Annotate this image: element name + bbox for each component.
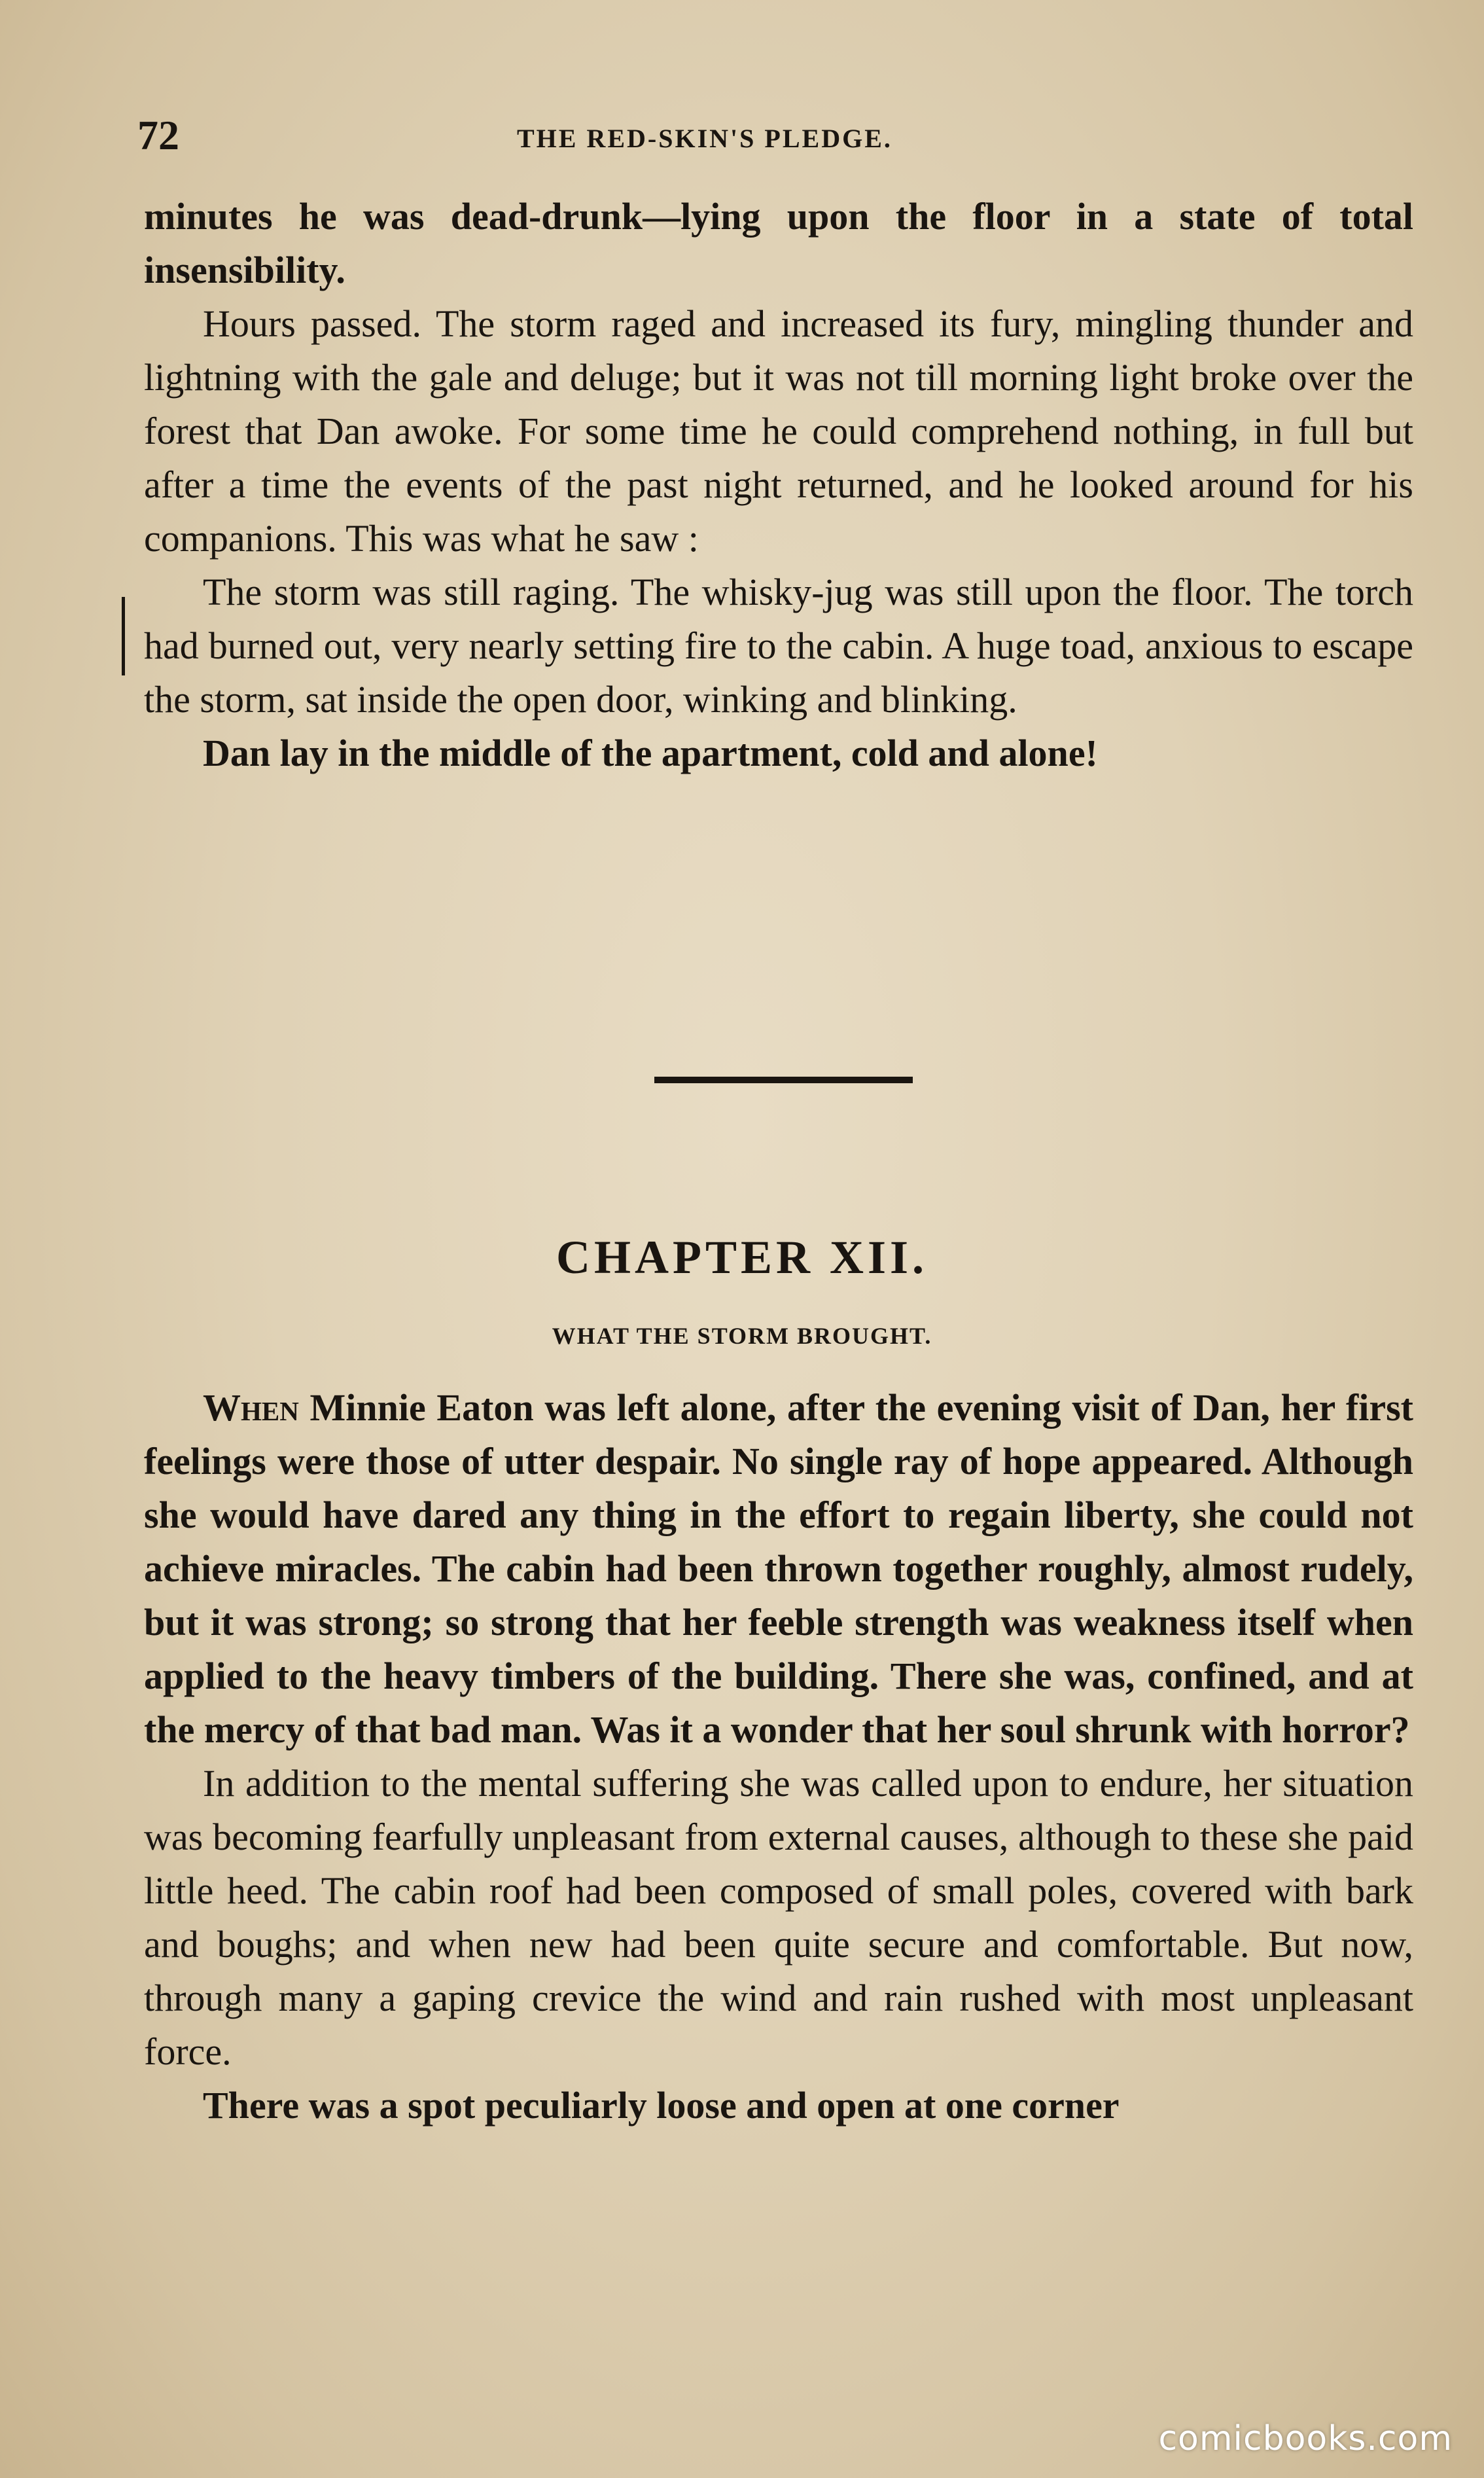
page-header	[137, 111, 1412, 170]
paragraph: The storm was still raging. The whisky-jug was still upon the floor. The torch had burned out, very nearly setting fire to the cabin. A huge toad, anxious to escape the storm, sat inside the open door, winking and blinking.	[144, 571, 1413, 721]
section-divider	[654, 1077, 913, 1083]
paragraph: minutes he was dead-drunk—lying upon the floor in a state of total insensibility.	[144, 195, 1413, 291]
text-block-top	[144, 190, 1413, 780]
chapter-subtitle: WHAT THE STORM BROUGHT.	[552, 1323, 932, 1349]
paragraph-text: Minnie Eaton was left alone, after the evening visit of Dan, her first feelings were those of utter despair. No single ray of hope appeared. Although she would have dared any thing in the effort to regain liberty, she could not achieve miracles. The cabin had been thrown together roughly, almost rudely, but it was strong; so strong that her feeble strength was weakness itself when applied to the heavy timbers of the building. There she was, confined, and at the mercy of that bad man. Was it a wonder that her soul shrunk with horror?	[144, 1386, 1413, 1751]
text-block-bottom	[144, 1381, 1413, 2132]
paragraph: There was a spot peculiarly loose and open at one corner	[203, 2084, 1120, 2127]
paragraph: Hours passed. The storm raged and increased its fury, mingling thunder and lightning with the gale and deluge; but it was not till morning light broke over the forest that Dan awoke. For some time he could comprehend nothing, in full but after a time the events of the past night returned, and he looked around for his companions. This was what he saw :	[144, 302, 1413, 560]
running-head: THE RED-SKIN'S PLEDGE.	[517, 124, 892, 153]
paragraph: Dan lay in the middle of the apartment, cold and alone!	[203, 732, 1098, 774]
margin-pencil-mark	[122, 597, 125, 675]
page-number: 72	[137, 112, 179, 158]
drop-word: When	[203, 1386, 299, 1429]
watermark: comicbooks.com	[1158, 2419, 1453, 2458]
paragraph	[144, 1381, 1413, 1757]
paragraph: In addition to the mental suffering she was called upon to endure, her situation was becoming fearfully unpleasant from external causes, although to these she paid little heed. The cabin roof had been composed of small poles, covered with bark and boughs; and when new had been quite secure and comfortable. But now, through many a gaping crevice the wind and rain rushed with most unpleasant force.	[144, 1762, 1413, 2073]
chapter-title: CHAPTER XII.	[556, 1231, 928, 1284]
